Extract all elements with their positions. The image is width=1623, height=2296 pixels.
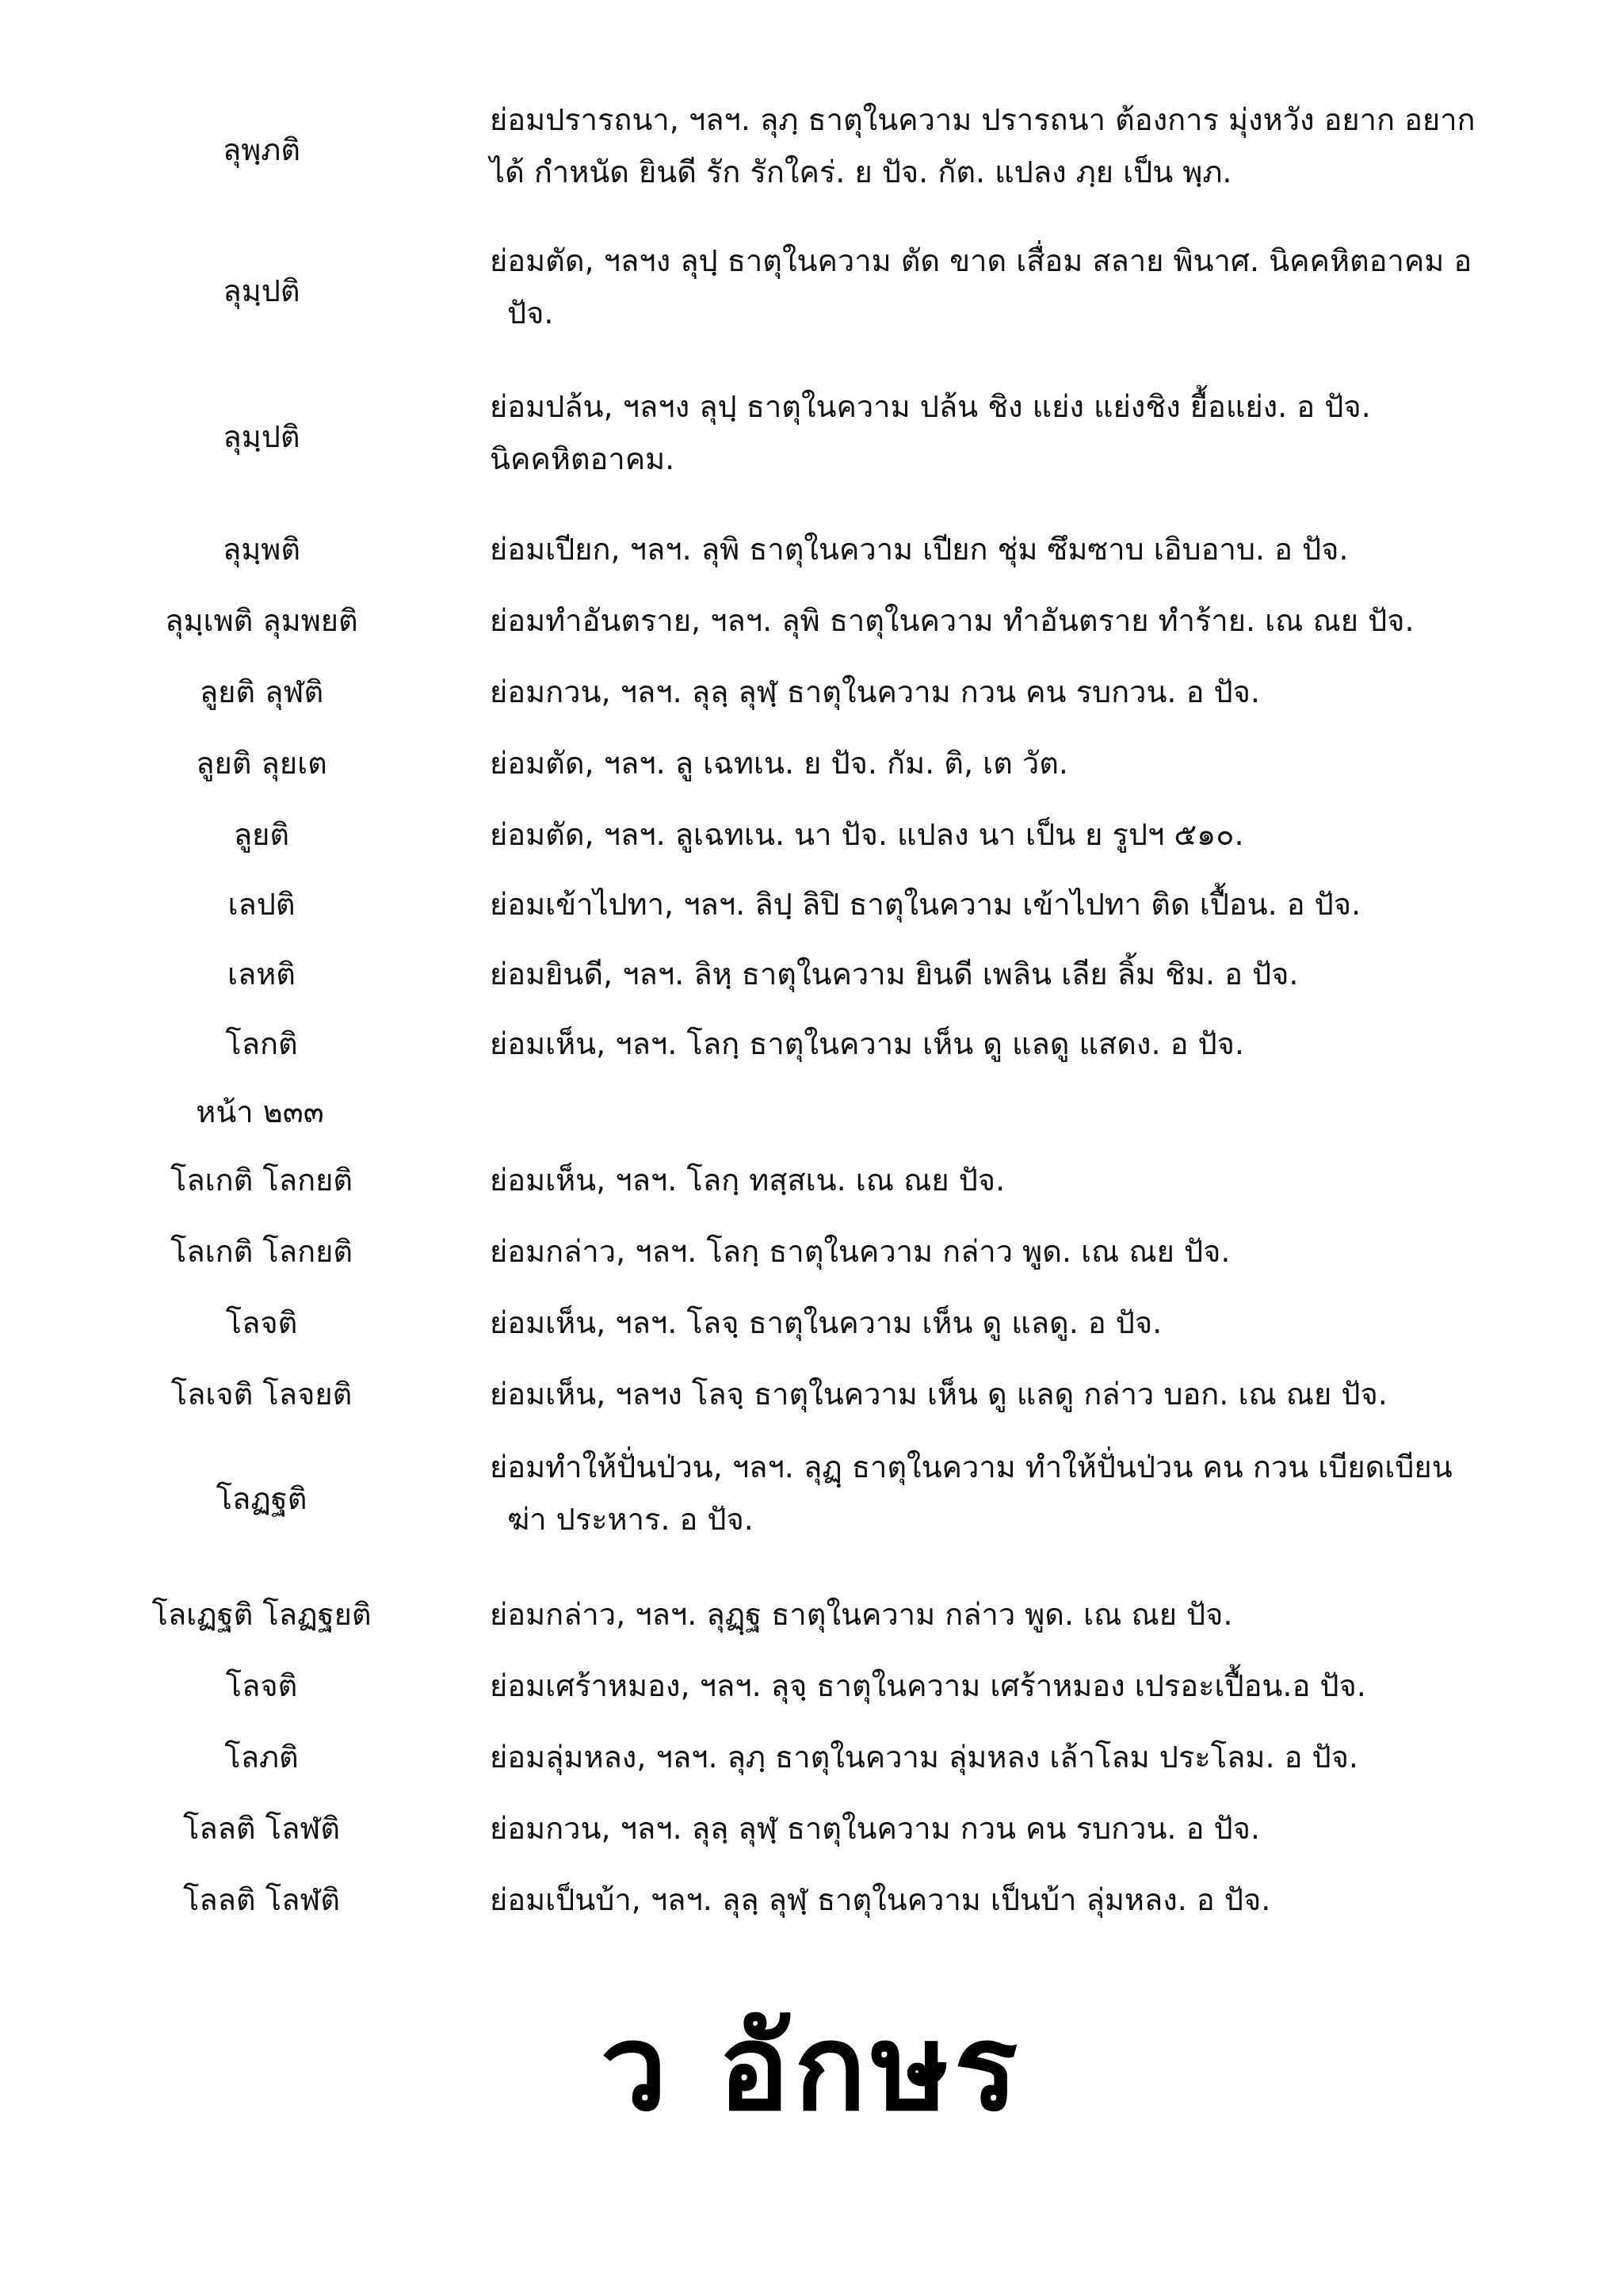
- entry-term: ลูยติ: [233, 817, 290, 852]
- definition-line: ปัจ.: [507, 296, 554, 330]
- entry-term: โลลติ โลฬติ: [182, 1811, 341, 1846]
- entry-term: โลเกติ โลกยติ: [170, 1234, 353, 1269]
- entry-definition: ย่อมเป็นบ้า, ฯลฯ. ลุลฺ ลุฬฺ ธาตุในความ เป็นบ้า ลุ่มหลง. อ ปัจ.: [490, 1882, 1271, 1917]
- definition-line: ย่อมทำให้ปั่นป่วน, ฯลฯ. ลุฏฺ ธาตุในความ ทำให้ปั่นป่วน คน กวน เบียดเบียน: [490, 1450, 1453, 1484]
- entry-definition: ย่อมตัด, ฯลฯ. ลูเฉทเน. นา ปัจ. แปลง นา เป็น ย รูปฯ ๕๑๐.: [490, 817, 1244, 852]
- entry-term: โลเกติ โลกยติ: [170, 1163, 353, 1198]
- definition-line: นิคคหิตอาคม.: [490, 441, 675, 476]
- entry-term: โลเจติ โลจยติ: [170, 1377, 353, 1412]
- entry-definition: ย่อมเห็น, ฯลฯง โลจฺ ธาตุในความ เห็น ดู แลดู กล่าว บอก. เณ ณย ปัจ.: [490, 1377, 1388, 1412]
- page-number-marker: หน้า ๒๓๓: [196, 1095, 324, 1129]
- entry-term: ลูยติ ลุฬติ: [199, 674, 324, 709]
- entry-term: โลจติ: [225, 1305, 298, 1340]
- entry-definition: [490, 94, 1569, 198]
- definition-line: ย่อมปล้น, ฯลฯง ลุปฺ ธาตุในความ ปล้น ชิง แย่ง แย่งชิง ยื้อแย่ง. อ ปัจ.: [490, 389, 1371, 424]
- entry-definition: ย่อมเปียก, ฯลฯ. ลุพิ ธาตุในความ เปียก ชุ่ม ซึมซาบ เอิบอาบ. อ ปัจ.: [490, 532, 1349, 567]
- entry-term: ลุมฺพติ: [222, 532, 301, 567]
- entry-definition: ย่อมเห็น, ฯลฯ. โลกฺ ธาตุในความ เห็น ดู แลดู แสดง. อ ปัจ.: [490, 1026, 1245, 1061]
- entry-definition: ย่อมทำอันตราย, ฯลฯ. ลุพิ ธาตุในความ ทำอันตราย ทำร้าย. เณ ณย ปัจ.: [490, 603, 1415, 638]
- entry-term: ลุมฺปติ: [223, 419, 300, 454]
- entry-term: โลฏฐติ: [216, 1481, 307, 1516]
- entry-term: เลปติ: [227, 887, 296, 922]
- entry-definition: ย่อมกล่าว, ฯลฯ. โลกฺ ธาตุในความ กล่าว พูด. เณ ณย ปัจ.: [490, 1234, 1231, 1269]
- entry-term: โลเฏฐติ โลฏฐยติ: [151, 1597, 372, 1632]
- entry-term: ลุมฺเพติ ลุมพยติ: [165, 603, 358, 638]
- definition-line: ได้ กำหนัด ยินดี รัก รักใคร่. ย ปัจ. กัต. แปลง ภฺย เป็น พฺภ.: [490, 155, 1232, 189]
- entry-term: ลุมฺปติ: [223, 273, 300, 308]
- section-heading: ว อักษร: [600, 2000, 1023, 2137]
- entry-term: โลลติ โลฬติ: [182, 1882, 341, 1917]
- entry-definition: ย่อมกวน, ฯลฯ. ลุลฺ ลุฬฺ ธาตุในความ กวน คน รบกวน. อ ปัจ.: [490, 674, 1260, 709]
- definition-line: ย่อมตัด, ฯลฯง ลุปฺ ธาตุในความ ตัด ขาด เสื่อม สลาย พินาศ. นิคคหิตอาคม อ: [490, 243, 1472, 278]
- entry-definition: ย่อมเข้าไปทา, ฯลฯ. ลิปฺ ลิปิ ธาตุในความ เข้าไปทา ติด เปื้อน. อ ปัจ.: [490, 887, 1361, 922]
- entry-definition: ย่อมเห็น, ฯลฯ. โลจฺ ธาตุในความ เห็น ดู แลดู. อ ปัจ.: [490, 1305, 1163, 1340]
- entry-definition: ย่อมกวน, ฯลฯ. ลุลฺ ลุฬฺ ธาตุในความ กวน คน รบกวน. อ ปัจ.: [490, 1811, 1260, 1846]
- entry-term: ลุพฺภติ: [222, 132, 301, 167]
- entry-definition: [490, 1441, 1569, 1545]
- entry-definition: ย่อมเศร้าหมอง, ฯลฯ. ลุจฺ ธาตุในความ เศร้าหมอง เปรอะเปื้อน.อ ปัจ.: [490, 1668, 1366, 1703]
- entry-definition: [490, 235, 1569, 339]
- entry-term: โลภติ: [224, 1740, 299, 1775]
- entry-definition: ย่อมเห็น, ฯลฯ. โลกฺ ทสฺสเน. เณ ณย ปัจ.: [490, 1163, 1006, 1198]
- definition-line: ฆ่า ประหาร. อ ปัจ.: [507, 1502, 754, 1537]
- entry-definition: [490, 380, 1569, 485]
- definition-line: ย่อมปรารถนา, ฯลฯ. ลุภฺ ธาตุในความ ปรารถนา ต้องการ มุ่งหวัง อยาก อยาก: [490, 102, 1476, 137]
- entry-definition: ย่อมลุ่มหลง, ฯลฯ. ลุภฺ ธาตุในความ ลุ่มหลง เล้าโลม ประโลม. อ ปัจ.: [490, 1740, 1358, 1775]
- entry-term: เลหติ: [227, 957, 296, 991]
- entry-term: โลจติ: [225, 1668, 298, 1703]
- entry-definition: ย่อมยินดี, ฯลฯ. ลิหฺ ธาตุในความ ยินดี เพลิน เลีย ลิ้ม ชิม. อ ปัจ.: [490, 957, 1299, 991]
- entry-definition: ย่อมตัด, ฯลฯ. ลู เฉทเน. ย ปัจ. กัม. ติ, เต วัต.: [490, 746, 1068, 781]
- entry-term: ลูยติ ลุยเต: [196, 746, 327, 781]
- entry-term: โลกติ: [225, 1026, 298, 1061]
- entry-definition: ย่อมกล่าว, ฯลฯ. ลุฏฺฐ ธาตุในความ กล่าว พูด. เณ ณย ปัจ.: [490, 1597, 1233, 1632]
